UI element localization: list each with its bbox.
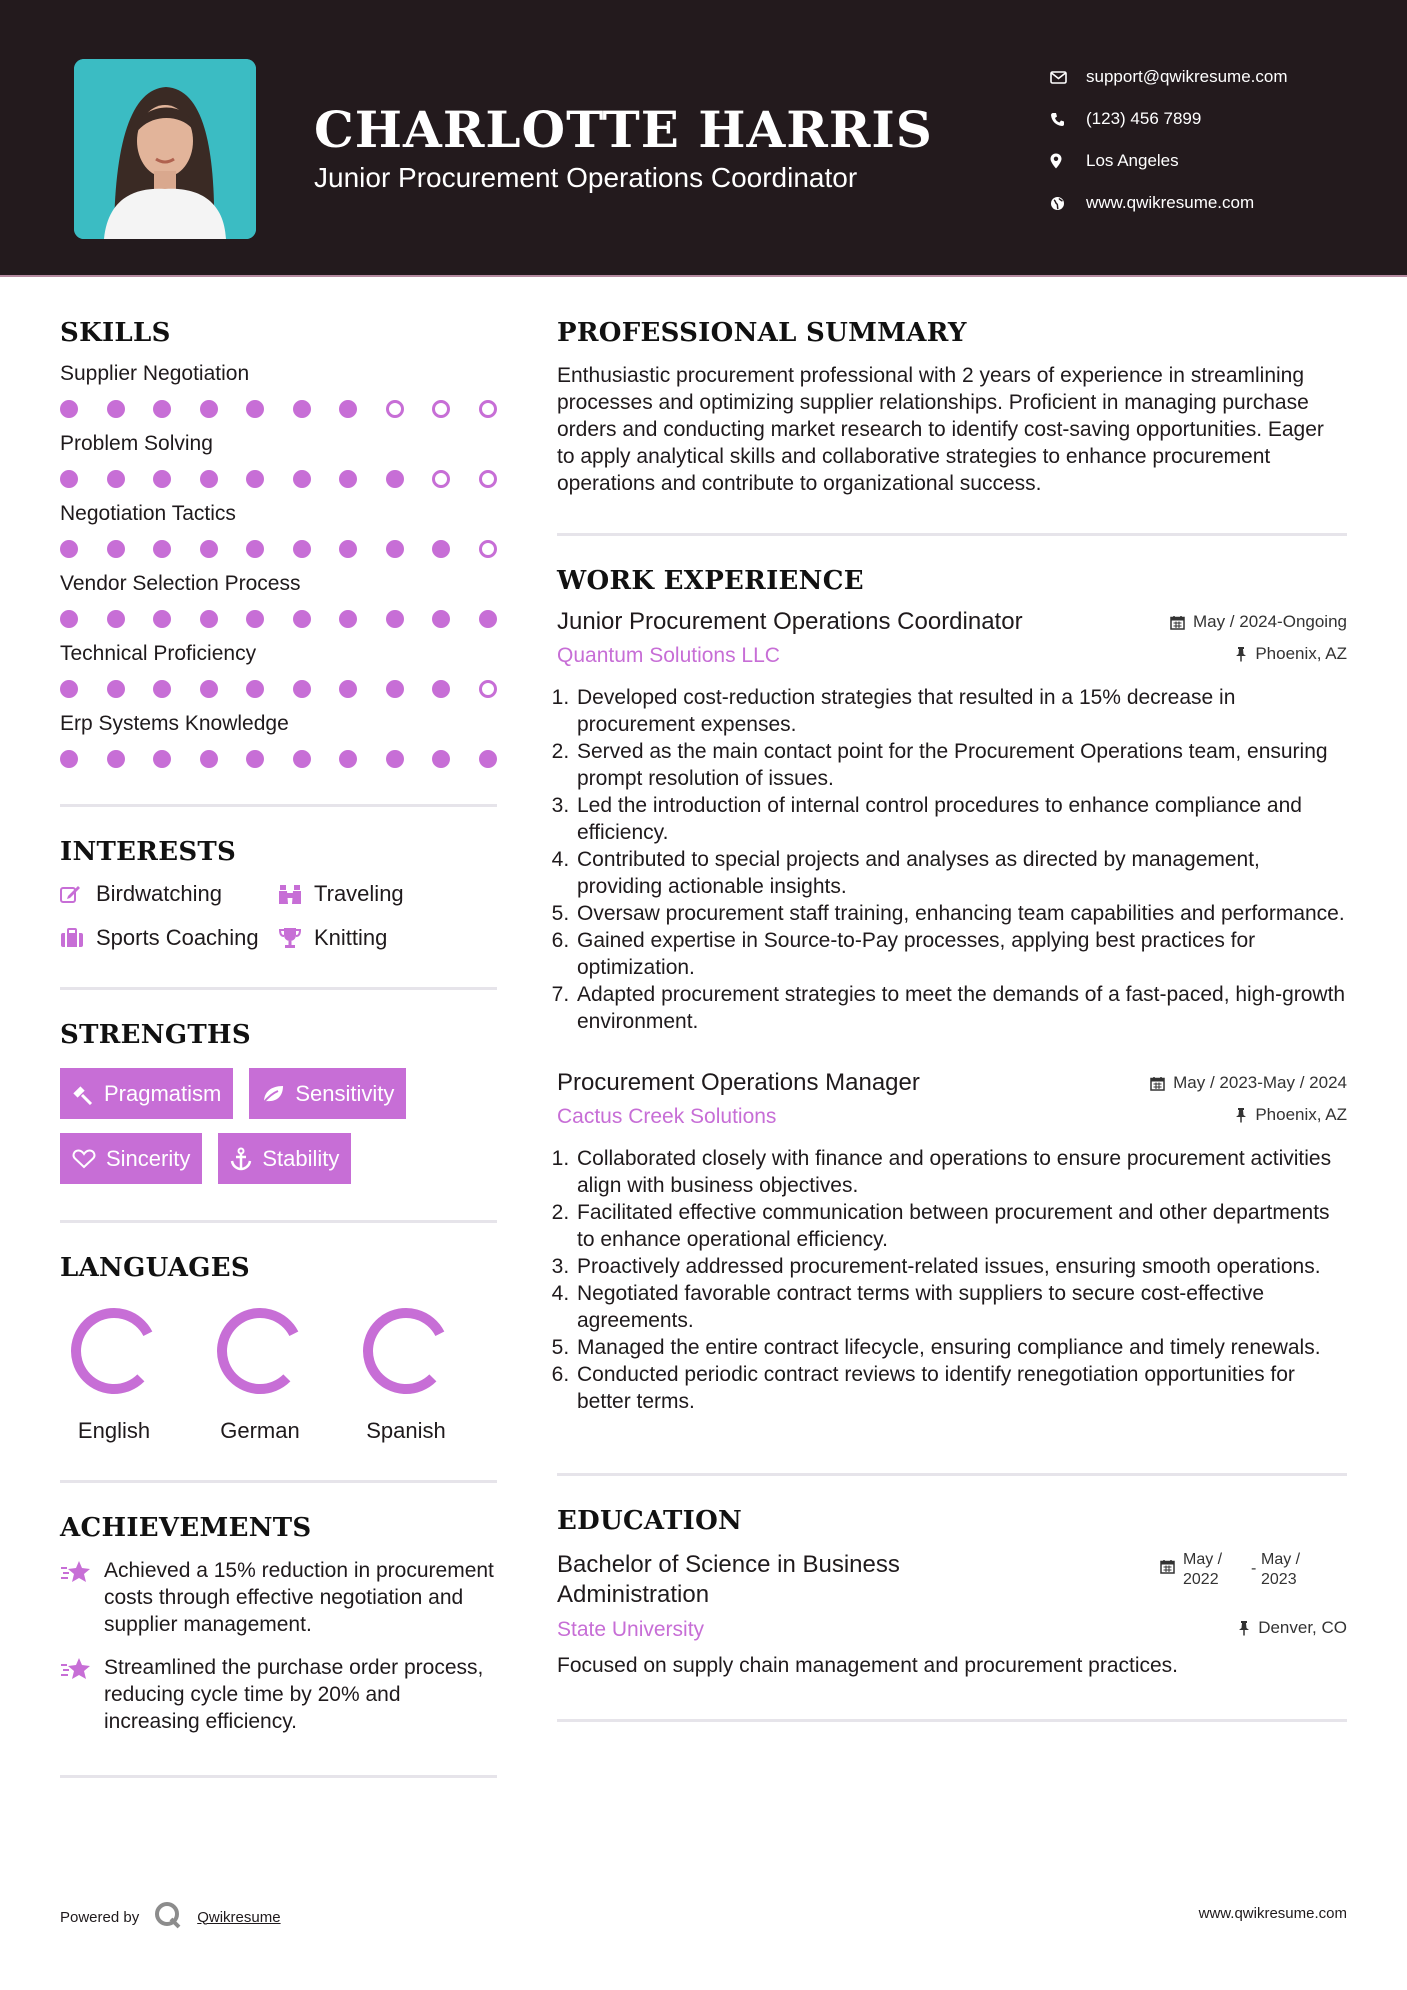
contact-list [1050,56,1288,224]
gavel-icon [72,1083,94,1105]
rating-dot-filled [246,470,264,488]
job-bullet: 6. Conducted periodic contract reviews to identify renegotiation opportunities for better terms. [575,1361,1347,1415]
rating-dot-filled [339,400,357,418]
pencil-square-icon [60,884,96,904]
suitcase-icon [60,928,96,948]
rating-dot-filled [432,610,450,628]
rating-dot-empty [386,400,404,418]
rating-dot-filled [153,470,171,488]
rating-dot-filled [339,610,357,628]
skill-rating [60,678,497,700]
interest-item [60,881,278,907]
footer-website[interactable]: www.qwikresume.com [1198,1905,1347,1922]
skill-item [60,362,497,420]
resume-header [0,0,1407,277]
experience-heading: WORK EXPERIENCE [557,566,864,596]
skill-item [60,642,497,700]
rating-dot-filled [293,610,311,628]
education-location-text: Denver, CO [1258,1618,1347,1637]
job-subheader [557,1105,1347,1129]
job-bullet: 5. Managed the entire contract lifecycle, ensuring compliance and timely renewals. [575,1334,1347,1361]
rating-dot-filled [153,540,171,558]
contact-location-text: Los Angeles [1086,151,1179,170]
skill-rating [60,748,497,770]
rating-dot-filled [246,680,264,698]
skill-item [60,572,497,630]
strengths-heading: STRENGTHS [60,1020,251,1050]
rating-dot-filled [107,610,125,628]
rating-dot-filled [60,750,78,768]
rating-dot-filled [246,540,264,558]
job-bullet: 1. Collaborated closely with finance and operations to ensure procurement activities align with business objectives. [575,1145,1347,1199]
skill-item [60,432,497,490]
rating-dot-filled [60,610,78,628]
job-entry [557,1069,1347,1415]
education-section [557,1506,1347,1679]
rating-dot-filled [432,540,450,558]
language-item [70,1307,158,1444]
rating-dot-filled [293,470,311,488]
job-dates [1170,612,1347,632]
job-bullet: 2. Facilitated effective communication between procurement and other departments to enhance operational efficiency. [575,1199,1347,1253]
skills-heading: SKILLS [60,318,171,348]
rating-dot-filled [200,470,218,488]
job-bullet: 1. Developed cost-reduction strategies that resulted in a 15% decrease in procurement expenses. [575,684,1347,738]
job-location-text: Phoenix, AZ [1255,644,1347,663]
qwikresume-logo-icon [153,1901,183,1933]
strength-tag [249,1068,406,1119]
language-label: English [77,1418,151,1443]
rating-dot-filled [153,610,171,628]
strength-label: Sensitivity [295,1080,395,1106]
skill-name: Problem Solving [60,432,213,455]
achievements-section [60,1513,497,1735]
job-bullet: 2. Served as the main contact point for the Procurement Operations team, ensuring prompt resolution of issues. [575,738,1347,792]
job-dates-text: May / 2023-May / 2024 [1173,1073,1347,1092]
left-column [60,318,497,1778]
job-bullet: 6. Gained expertise in Source-to-Pay processes, applying best practices for optimization. [575,927,1347,981]
rating-dot-filled [339,750,357,768]
education-heading: EDUCATION [557,1506,743,1536]
languages-section [60,1253,497,1444]
rating-dot-filled [386,610,404,628]
heart-icon [72,1149,96,1169]
language-item [216,1307,304,1444]
contact-email-text: support@qwikresume.com [1086,67,1288,86]
job-header [557,608,1347,636]
rating-dot-filled [107,400,125,418]
skill-name: Vendor Selection Process [60,572,301,595]
job-bullet: 3. Led the introduction of internal control procedures to enhance compliance and efficiency. [575,792,1347,846]
interest-label: Birdwatching [96,881,222,906]
skill-item [60,502,497,560]
binoculars-icon [278,883,314,905]
contact-email[interactable] [1050,56,1288,98]
interest-label: Sports Coaching [96,925,259,950]
rating-dot-empty [479,400,497,418]
trophy-icon [278,927,314,949]
skill-rating [60,468,497,490]
achievement-item [60,1557,497,1638]
job-bullet: 7. Adapted procurement strategies to meet the demands of a fast-paced, high-growth environment. [575,981,1347,1035]
rating-dot-filled [339,680,357,698]
job-header [557,1069,1347,1097]
education-end: May / 2023 [1261,1551,1301,1588]
rating-dot-filled [293,750,311,768]
language-label: German [220,1418,300,1443]
experience-section [557,566,1347,1415]
strength-tag [60,1068,233,1119]
rating-dot-filled [432,680,450,698]
education-start: May / 2022 [1183,1551,1223,1588]
strength-label: Sincerity [106,1145,191,1171]
job-dates-text: May / 2024-Ongoing [1192,612,1347,631]
language-ring [70,1307,158,1395]
strengths-list [60,1068,497,1184]
rating-dot-filled [60,400,78,418]
job-bullets [557,1145,1347,1415]
job-bullet: 5. Oversaw procurement staff training, enhancing team capabilities and performance. [575,900,1347,927]
strength-label: Pragmatism [104,1080,222,1106]
job-location-text: Phoenix, AZ [1255,1105,1347,1124]
pushpin-icon [1238,1620,1250,1636]
divider [60,1480,497,1483]
interest-item [278,881,497,907]
strength-tag [60,1133,202,1184]
divider [557,1719,1347,1722]
language-ring-arc [76,1313,148,1389]
rating-dot-filled [386,470,404,488]
rating-dot-filled [339,470,357,488]
job-bullet: 3. Proactively addressed procurement-related issues, ensuring smooth operations. [575,1253,1347,1280]
skill-rating [60,538,497,560]
rating-dot-empty [432,400,450,418]
rating-dot-filled [200,400,218,418]
rating-dot-filled [386,750,404,768]
divider [60,987,497,990]
rating-dot-filled [153,400,171,418]
interest-item [60,925,278,951]
education-subheader [557,1618,1347,1642]
divider [60,1220,497,1223]
job-title: Junior Procurement Operations Coordinator [557,608,1023,635]
rating-dot-filled [60,540,78,558]
footer-powered-by [60,1901,281,1933]
job-location [1235,1105,1347,1125]
calendar-icon [1170,615,1185,630]
language-item [362,1307,450,1444]
contact-phone-text: (123) 456 7899 [1086,109,1202,128]
contact-website[interactable] [1050,182,1288,224]
calendar-icon [1160,1559,1175,1574]
achievement-item [60,1654,497,1735]
rating-dot-filled [107,750,125,768]
job-subheader [557,644,1347,668]
rating-dot-filled [60,470,78,488]
profile-photo [74,59,256,239]
star-icon [60,1557,104,1638]
rating-dot-filled [107,470,125,488]
skill-rating [60,608,497,630]
job-location [1235,644,1347,664]
candidate-title: Junior Procurement Operations Coordinator [314,162,858,193]
location-pin-icon [1050,153,1086,169]
contact-phone[interactable] [1050,98,1288,140]
pushpin-icon [1235,1107,1247,1123]
rating-dot-filled [293,680,311,698]
rating-dot-filled [293,540,311,558]
divider [557,533,1347,536]
rating-dot-filled [246,750,264,768]
right-column [557,318,1347,1722]
job-entry [557,608,1347,1035]
interests-list [60,881,497,951]
rating-dot-filled [153,680,171,698]
phone-icon [1050,112,1086,127]
job-bullet: 4. Negotiated favorable contract terms with suppliers to secure cost-effective agreements. [575,1280,1347,1334]
rating-dot-filled [246,610,264,628]
degree-title: Bachelor of Science in Business Administration [557,1551,900,1608]
skill-name: Erp Systems Knowledge [60,712,289,735]
rating-dot-empty [479,680,497,698]
rating-dot-filled [107,680,125,698]
language-label: Spanish [366,1418,446,1443]
education-date-separator: - [1251,1560,1257,1577]
school-name: State University [557,1618,705,1641]
summary-section [557,318,1347,497]
envelope-icon [1050,71,1086,84]
rating-dot-filled [60,680,78,698]
skills-section [60,318,497,770]
company-name: Quantum Solutions LLC [557,644,780,667]
rating-dot-filled [479,750,497,768]
education-dates [1160,1550,1309,1590]
rating-dot-filled [386,680,404,698]
rating-dot-filled [153,750,171,768]
rating-dot-filled [107,540,125,558]
language-ring [362,1307,450,1395]
divider [60,1775,497,1778]
skill-name: Supplier Negotiation [60,362,250,385]
summary-text: Enthusiastic procurement professional with 2 years of experience in streamlining processes and optimizing supplier relationships. Proficient in managing purchase orders and conducting market research to identify cost-saving opportunities. Eager to apply analytical skills and collaborative strategies to enhance procurement operations and contribute to organizational success. [557,364,1324,495]
skill-rating [60,398,497,420]
rating-dot-empty [479,470,497,488]
divider [557,1473,1347,1476]
job-title: Procurement Operations Manager [557,1069,920,1096]
globe-icon [1050,196,1086,211]
languages-heading: LANGUAGES [60,1253,250,1283]
interest-label: Traveling [314,881,404,906]
rating-dot-filled [386,540,404,558]
rating-dot-filled [432,750,450,768]
skill-item [60,712,497,770]
contact-location [1050,140,1288,182]
anchor-icon [230,1147,252,1171]
achievements-heading: ACHIEVEMENTS [60,1513,312,1543]
divider [60,804,497,807]
job-bullets [557,684,1347,1035]
job-dates [1150,1073,1347,1093]
rating-dot-filled [479,610,497,628]
achievement-text: Streamlined the purchase order process, reducing cycle time by 20% and increasing efficiency. [104,1656,484,1733]
interests-heading: INTERESTS [60,837,237,867]
brand-link[interactable]: Qwikresume [197,1908,281,1926]
pushpin-icon [1235,646,1247,662]
rating-dot-filled [200,610,218,628]
job-bullet: 4. Contributed to special projects and analyses as directed by management, providing actionable insights. [575,846,1347,900]
strength-tag [218,1133,351,1184]
rating-dot-filled [200,680,218,698]
calendar-icon [1150,1076,1165,1091]
rating-dot-empty [479,540,497,558]
achievement-text: Achieved a 15% reduction in procurement costs through effective negotiation and supplier management. [104,1559,494,1636]
language-ring [216,1307,304,1395]
interests-section [60,837,497,951]
leaf-icon [261,1084,285,1104]
interest-item [278,925,497,951]
rating-dot-empty [432,470,450,488]
rating-dot-filled [339,540,357,558]
candidate-name: CHARLOTTE HARRIS [314,100,933,159]
education-description: Focused on supply chain management and procurement practices. [557,1654,1179,1677]
strength-label: Stability [262,1145,340,1171]
summary-heading: PROFESSIONAL SUMMARY [557,318,967,348]
rating-dot-filled [200,750,218,768]
company-name: Cactus Creek Solutions [557,1105,777,1128]
skill-name: Technical Proficiency [60,642,257,665]
strengths-section [60,1020,497,1184]
star-icon [60,1654,104,1735]
language-ring-arc [222,1313,294,1389]
skills-list [60,362,497,770]
education-location [1238,1618,1347,1638]
rating-dot-filled [246,400,264,418]
contact-website-text: www.qwikresume.com [1086,193,1255,212]
interest-label: Knitting [314,925,388,950]
education-header [557,1550,1347,1610]
powered-by-text: Powered by [60,1908,140,1926]
language-ring-arc [368,1313,440,1389]
skill-name: Negotiation Tactics [60,502,236,525]
languages-list [60,1307,497,1444]
rating-dot-filled [293,400,311,418]
rating-dot-filled [200,540,218,558]
